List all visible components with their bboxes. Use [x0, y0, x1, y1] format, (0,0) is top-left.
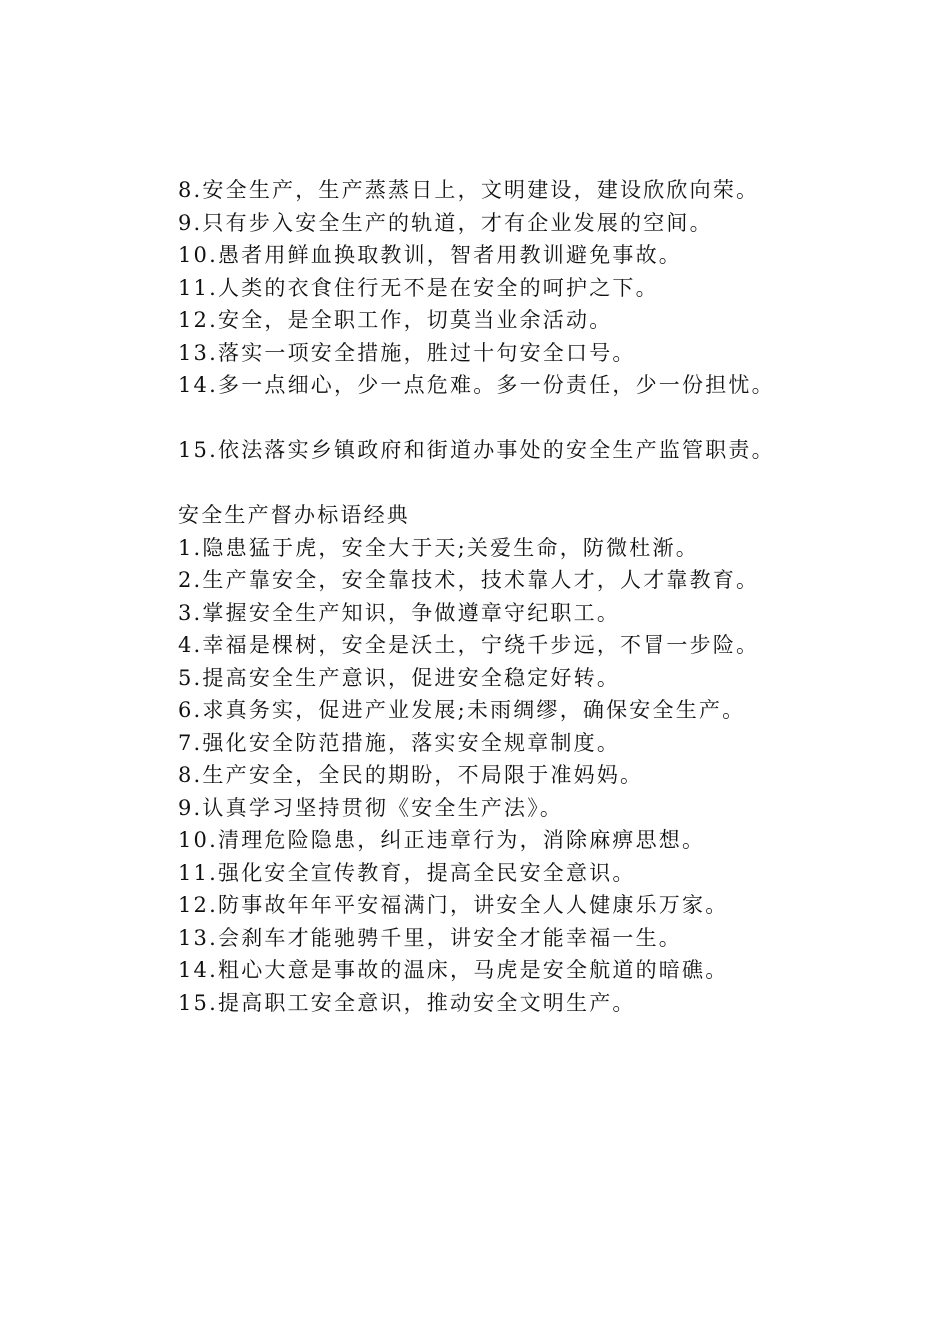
- list-item: 14.多一点细心，少一点危难。多一份责任，少一份担忧。: [178, 373, 775, 397]
- list-item: 4.幸福是棵树，安全是沃土，宁绕千步远，不冒一步险。: [178, 633, 760, 657]
- list-item: 10.愚者用鲜血换取教训，智者用教训避免事故。: [178, 243, 682, 267]
- list-item: 2.生产靠安全，安全靠技术，技术靠人才，人才靠教育。: [178, 568, 760, 592]
- paragraph-gap: [178, 467, 878, 500]
- list-item: 10.清理危险隐患，纠正违章行为，消除麻痹思想。: [178, 828, 706, 852]
- list-item: 15.提高职工安全意识，推动安全文明生产。: [178, 990, 636, 1015]
- list-item: 7.强化安全防范措施，落实安全规章制度。: [178, 730, 621, 755]
- list-item: 1.隐患猛于虎，安全大于天;关爱生命，防微杜渐。: [178, 535, 699, 560]
- document-body: [178, 174, 878, 1019]
- list-item: 8.生产安全，全民的期盼，不局限于准妈妈。: [178, 763, 644, 787]
- list-item: 12.安全，是全职工作，切莫当业余活动。: [178, 308, 613, 332]
- list-item: 5.提高安全生产意识，促进安全稳定好转。: [178, 665, 621, 690]
- list-item: 13.落实一项安全措施，胜过十句安全口号。: [178, 340, 636, 365]
- list-item: 8.安全生产，生产蒸蒸日上，文明建设，建设欣欣向荣。: [178, 178, 760, 202]
- paragraph-gap: [178, 402, 878, 435]
- list-item: 13.会刹车才能驰骋千里，讲安全才能幸福一生。: [178, 925, 682, 950]
- list-item: 11.人类的衣食住行无不是在安全的呵护之下。: [178, 275, 659, 300]
- list-item: 11.强化安全宣传教育，提高全民安全意识。: [178, 860, 636, 885]
- list-item: 14.粗心大意是事故的温床，马虎是安全航道的暗礁。: [178, 958, 729, 982]
- list-item: 15.依法落实乡镇政府和街道办事处的安全生产监管职责。: [178, 438, 775, 462]
- section-heading: 安全生产督办标语经典: [178, 503, 410, 527]
- list-item: 6.求真务实，促进产业发展;未雨绸缪，确保安全生产。: [178, 698, 746, 722]
- list-item: 3.掌握安全生产知识，争做遵章守纪职工。: [178, 600, 621, 625]
- list-item: 12.防事故年年平安福满门，讲安全人人健康乐万家。: [178, 893, 729, 917]
- list-item: 9.认真学习坚持贯彻《安全生产法》。: [178, 795, 564, 820]
- list-item: 9.只有步入安全生产的轨道，才有企业发展的空间。: [178, 210, 713, 235]
